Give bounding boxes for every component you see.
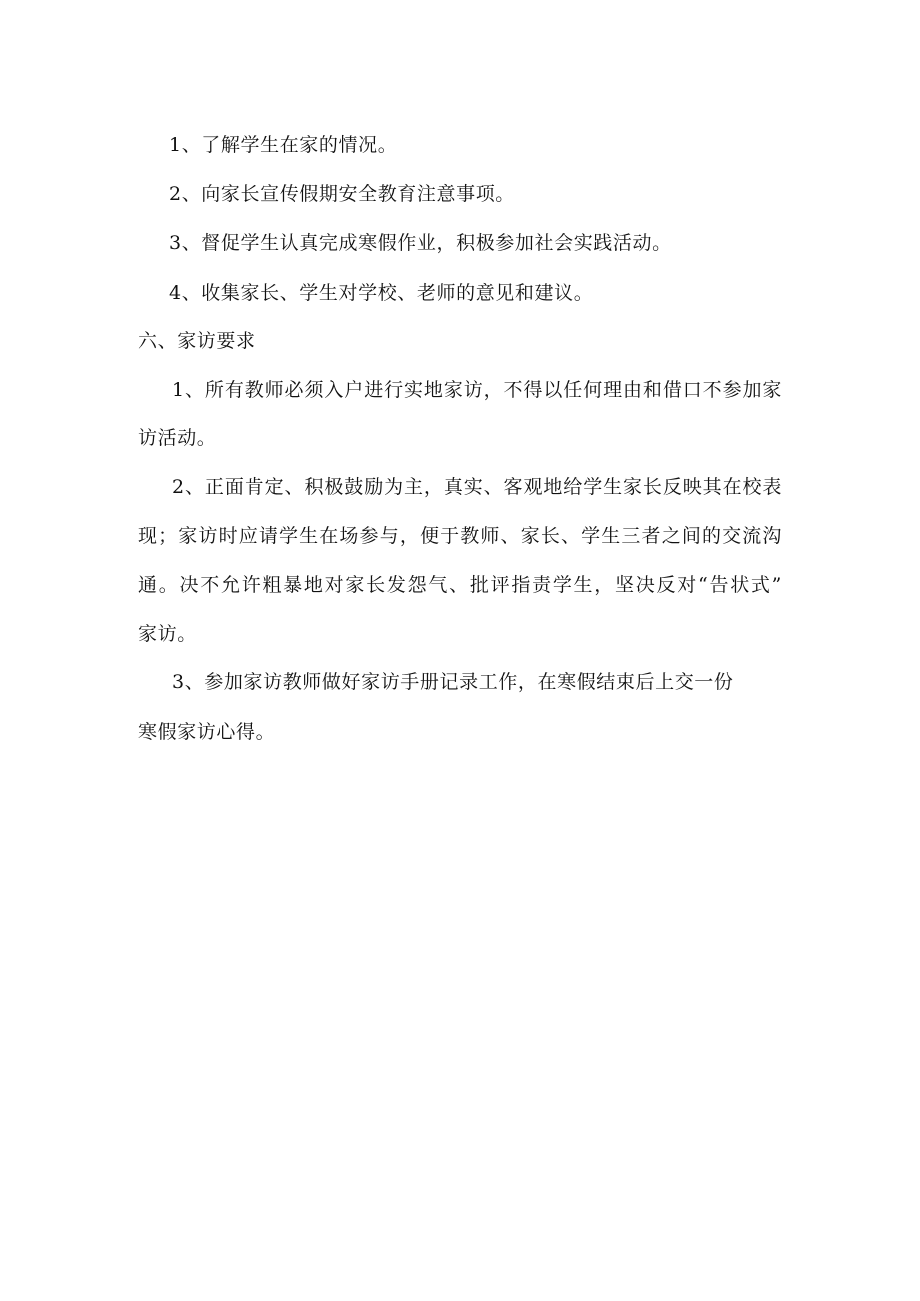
section-heading: 六、家访要求: [138, 330, 256, 352]
list-item: 3、督促学生认真完成寒假作业，积极参加社会实践活动。: [169, 232, 672, 254]
paragraph-line: 1、所有教师必须入户进行实地家访，不得以任何理由和借口不参加家: [172, 379, 782, 401]
list-item: 1、了解学生在家的情况。: [169, 134, 398, 156]
paragraph-line: 2、正面肯定、积极鼓励为主，真实、客观地给学生家长反映其在校表: [172, 476, 782, 498]
list-item: 2、向家长宣传假期安全教育注意事项。: [169, 183, 515, 205]
paragraph-line: 寒假家访心得。: [138, 721, 276, 743]
list-item: 4、收集家长、学生对学校、老师的意见和建议。: [169, 282, 594, 304]
paragraph-line: 现；家访时应请学生在场参与，便于教师、家长、学生三者之间的交流沟: [138, 525, 782, 547]
paragraph-line: 通。决不允许粗暴地对家长发怨气、批评指责学生，坚决反对“告状式”: [138, 574, 782, 596]
paragraph-line: 3、参加家访教师做好家访手册记录工作，在寒假结束后上交一份: [172, 671, 734, 693]
paragraph-line: 家访。: [138, 623, 197, 645]
paragraph-line: 访活动。: [138, 427, 217, 449]
